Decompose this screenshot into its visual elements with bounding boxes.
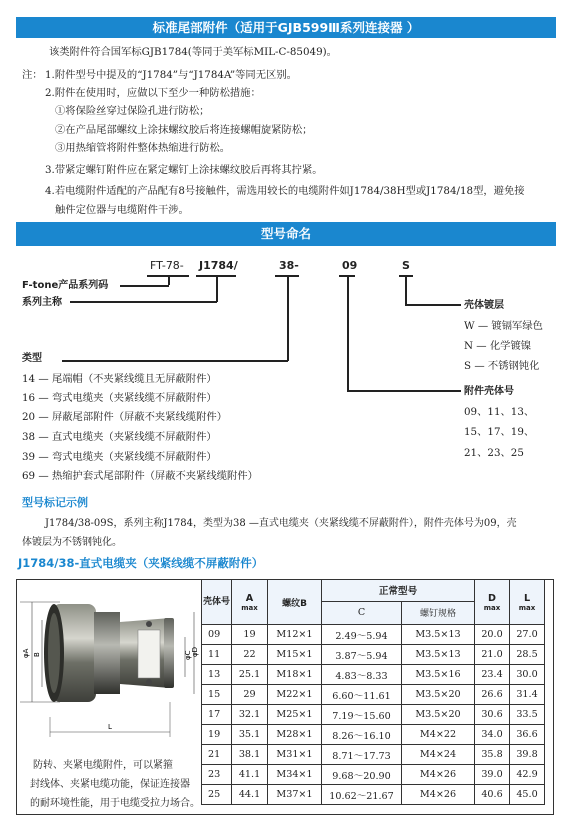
note-1: 1.附件型号中提及的“J1784”与“J1784A”等同无区别。 xyxy=(45,69,297,81)
table-cell: 11 xyxy=(202,645,232,665)
table-cell: 09 xyxy=(202,625,232,645)
table-cell: 31.4 xyxy=(510,685,545,705)
table-cell: 23 xyxy=(202,765,232,785)
dim-b-label: B xyxy=(33,652,41,657)
plating-title: 壳体镀层 xyxy=(464,300,504,311)
table-cell: 34.0 xyxy=(475,725,510,745)
series-main-label: 系列主称 xyxy=(22,297,62,308)
code-prefix: FT-78- xyxy=(150,259,184,272)
table-cell: 9.68～20.90 xyxy=(322,765,402,785)
note-2b: ②在产品尾部螺纹上涂抹螺纹胶后将连接螺帽旋紧防松； xyxy=(55,124,313,136)
th-a: A max xyxy=(232,580,268,625)
th-l: L max xyxy=(510,580,545,625)
product-desc-line: 封线体、夹紧电缆功能，保证连接器 xyxy=(30,779,190,790)
note-2c: ③用热缩管将附件整体热缩进行防松。 xyxy=(55,142,231,154)
note-3: 3.带紧定螺钉附件应在紧定螺钉上涂抹螺纹胶后再将其拧紧。 xyxy=(45,164,323,176)
note-4b: 触件定位器与电缆附件干涉。 xyxy=(55,204,189,216)
table-cell: 23.4 xyxy=(475,665,510,685)
code-type: 38- xyxy=(279,259,299,272)
product-desc-line: 的耐环境性能，用于电缆受拉力场合。 xyxy=(30,798,200,809)
shell-item: 21、23、25 xyxy=(464,447,524,459)
th-thread-b: 螺纹B xyxy=(268,580,322,625)
table-cell: 27.0 xyxy=(510,625,545,645)
table-cell: M37×1 xyxy=(268,785,322,805)
table-row xyxy=(202,685,545,705)
table-cell: M18×1 xyxy=(268,665,322,685)
table-row xyxy=(202,665,545,685)
th-c: C xyxy=(322,601,402,624)
table-row xyxy=(202,705,545,725)
table-cell: M25×1 xyxy=(268,705,322,725)
table-cell: 39.8 xyxy=(510,745,545,765)
note-2a: ①将保险丝穿过保险孔进行防松； xyxy=(55,105,210,117)
type-item: 38 — 直式电缆夹（夹紧线缆不屏蔽附件） xyxy=(22,431,217,443)
table-cell: 30.6 xyxy=(475,705,510,725)
notes-prefix: 注： xyxy=(22,69,43,81)
th-screw: 螺钉规格 xyxy=(402,601,475,624)
table-cell: 35.1 xyxy=(232,725,268,745)
th-normal: 正常型号 xyxy=(322,580,475,602)
table-cell: 15 xyxy=(202,685,232,705)
dim-a-label: φA xyxy=(22,648,30,658)
table-cell: 2.49～5.94 xyxy=(322,625,402,645)
table-cell: 36.6 xyxy=(510,725,545,745)
table-cell: 10.62～21.67 xyxy=(322,785,402,805)
intro-text: 该类附件符合国军标GJB1784(等同于美军标MIL-C-85049)。 xyxy=(49,46,337,58)
type-item: 16 — 弯式电缆夹（夹紧线缆不屏蔽附件） xyxy=(22,392,217,404)
table-cell: M3.5×13 xyxy=(402,645,475,665)
naming-title: 型号命名 xyxy=(260,226,311,241)
table-cell: 25.1 xyxy=(232,665,268,685)
shell-title: 附件壳体号 xyxy=(464,386,514,397)
table-cell: 30.0 xyxy=(510,665,545,685)
table-cell: 41.1 xyxy=(232,765,268,785)
shell-item: 15、17、19、 xyxy=(464,426,535,438)
table-cell: M34×1 xyxy=(268,765,322,785)
type-title: 类型 xyxy=(22,353,42,364)
th-shell: 壳体号 xyxy=(202,580,232,625)
dim-l-label: L xyxy=(108,723,112,731)
table-cell: 45.0 xyxy=(510,785,545,805)
naming-title-bar xyxy=(16,222,556,246)
table-cell: 28.5 xyxy=(510,645,545,665)
table-cell: 8.26～16.10 xyxy=(322,725,402,745)
table-row xyxy=(202,765,545,785)
table-cell: 13 xyxy=(202,665,232,685)
table-cell: 26.6 xyxy=(475,685,510,705)
plating-item: S — 不锈钢钝化 xyxy=(464,360,540,372)
table-cell: M4×26 xyxy=(402,785,475,805)
th-d: D max xyxy=(475,580,510,625)
table-cell: 19 xyxy=(202,725,232,745)
table-row xyxy=(202,645,545,665)
shell-item: 09、11、13、 xyxy=(464,406,535,418)
table-cell: 29 xyxy=(232,685,268,705)
table-cell: M12×1 xyxy=(268,625,322,645)
table-cell: M22×1 xyxy=(268,685,322,705)
table-cell: M28×1 xyxy=(268,725,322,745)
table-cell: M4×24 xyxy=(402,745,475,765)
table-cell: M3.5×16 xyxy=(402,665,475,685)
example-line-1: J1784/38-09S，系列主称J1784，类型为38 —直式电缆夹（夹紧线缆不屏蔽附件），附件壳体号为09，壳 xyxy=(45,518,517,529)
note-2: 2.附件在使用时，应做以下至少一种防松措施： xyxy=(45,87,261,99)
table-row xyxy=(202,725,545,745)
table-cell: 17 xyxy=(202,705,232,725)
table-cell: M15×1 xyxy=(268,645,322,665)
table-cell: M3.5×20 xyxy=(402,685,475,705)
plating-item: N — 化学镀镍 xyxy=(464,340,532,352)
table-cell: 38.1 xyxy=(232,745,268,765)
series-code-label: F-tone产品系列码 xyxy=(22,280,109,291)
table-cell: M31×1 xyxy=(268,745,322,765)
table-cell: 7.19～15.60 xyxy=(322,705,402,725)
table-cell: 4.83～8.33 xyxy=(322,665,402,685)
type-item: 69 — 热缩护套式尾部附件（屏蔽不夹紧线缆附件） xyxy=(22,470,258,482)
dim-d-label: φD xyxy=(191,646,199,657)
page-title-bar xyxy=(16,17,556,38)
note-4a: 4.若电缆附件适配的产品配有8号接触件，需选用较长的电缆附件如J1784/38H型或J1784/18型，避免接 xyxy=(45,185,525,197)
connector-drawing xyxy=(20,582,198,742)
table-row xyxy=(202,745,545,765)
table-cell: 42.9 xyxy=(510,765,545,785)
table-cell: 21.0 xyxy=(475,645,510,665)
table-cell: 6.60～11.61 xyxy=(322,685,402,705)
table-cell: 39.0 xyxy=(475,765,510,785)
table-cell: 40.6 xyxy=(475,785,510,805)
product-desc-line: 防转、夹紧电缆附件，可以紧箍 xyxy=(33,760,173,771)
table-row xyxy=(202,625,545,645)
page-title: 标准尾部附件（适用于GJB599Ⅲ系列连接器 ） xyxy=(152,20,420,35)
spec-table xyxy=(201,579,545,805)
table-cell: M4×26 xyxy=(402,765,475,785)
table-cell: 44.1 xyxy=(232,785,268,805)
table-row xyxy=(202,785,545,805)
table-cell: 3.87～5.94 xyxy=(322,645,402,665)
example-line-2: 体镀层为不锈钢钝化。 xyxy=(22,537,122,548)
table-cell: 20.0 xyxy=(475,625,510,645)
code-series: J1784/ xyxy=(199,259,238,272)
table-cell: M4×22 xyxy=(402,725,475,745)
table-cell: 35.8 xyxy=(475,745,510,765)
table-cell: 32.1 xyxy=(232,705,268,725)
table-cell: M3.5×20 xyxy=(402,705,475,725)
plating-item: W — 镀镉军绿色 xyxy=(464,320,543,332)
type-item: 20 — 屏蔽尾部附件（屏蔽不夹紧线缆附件） xyxy=(22,411,227,423)
table-cell: 21 xyxy=(202,745,232,765)
code-plating: S xyxy=(402,259,410,272)
example-title: 型号标记示例 xyxy=(22,496,88,509)
table-cell: M3.5×13 xyxy=(402,625,475,645)
type-item: 39 — 弯式电缆夹（夹紧线缆不屏蔽附件） xyxy=(22,451,217,463)
product-title: J1784/38-直式电缆夹（夹紧线缆不屏蔽附件） xyxy=(18,556,264,570)
table-cell: 19 xyxy=(232,625,268,645)
table-cell: 8.71～17.73 xyxy=(322,745,402,765)
table-cell: 25 xyxy=(202,785,232,805)
dim-c-label: φC xyxy=(184,650,192,660)
table-cell: 22 xyxy=(232,645,268,665)
table-cell: 33.5 xyxy=(510,705,545,725)
type-item: 14 — 尾端帽（不夹紧线缆且无屏蔽附件） xyxy=(22,373,217,385)
code-shell: 09 xyxy=(342,259,358,272)
